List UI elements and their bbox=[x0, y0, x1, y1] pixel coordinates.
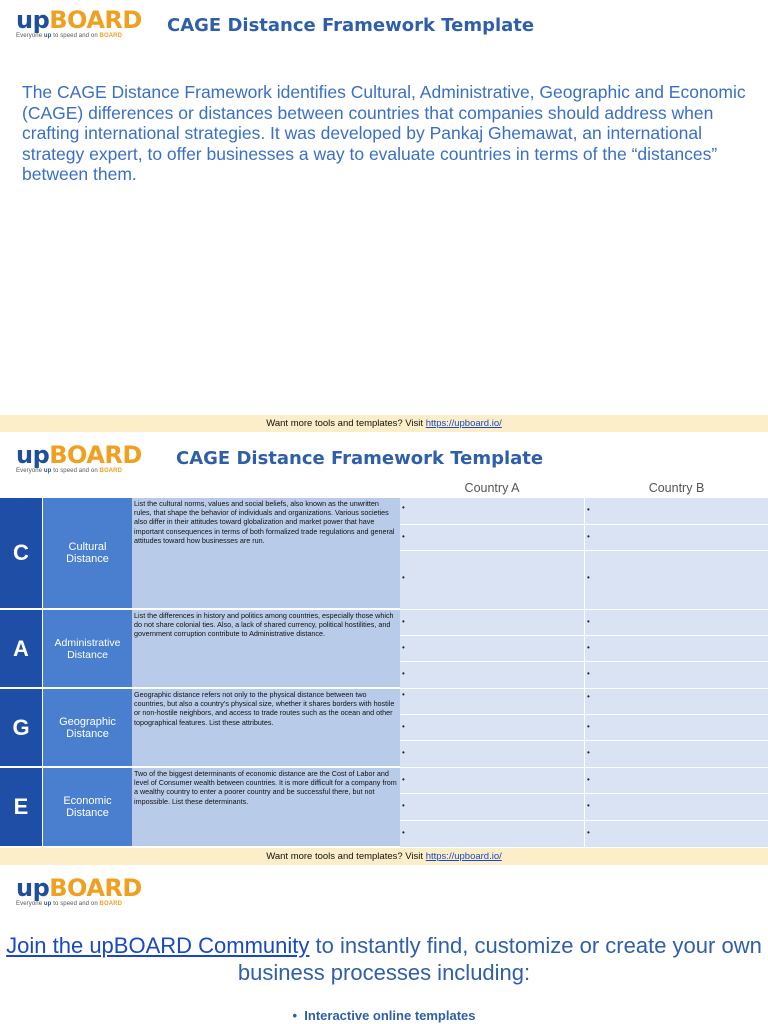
cell-g-a-2[interactable]: • bbox=[400, 715, 584, 741]
cell-e-b-2[interactable]: • bbox=[585, 794, 768, 821]
logo-tagline-3: Everyone up to speed and on BOARD bbox=[16, 901, 123, 907]
logo-board: BOARD bbox=[49, 6, 142, 34]
upboard-logo-3: upBOARD Everyone up to speed and on BOARD bbox=[16, 874, 142, 907]
cell-e-b-3[interactable]: • bbox=[585, 821, 768, 848]
cell-g-b-3[interactable]: • bbox=[585, 741, 768, 768]
row-description-administrative: List the differences in history and politics among countries, especially those which do not share colonial ties. Also, a lack of shared currency, political hostilities, and government corruption contribute to Administrative distance. bbox=[132, 610, 400, 689]
banner-top: Want more tools and templates? Visit https://upboard.io/ bbox=[0, 415, 768, 432]
row-description-geographic: Geographic distance refers not only to the physical distance between two countries, but also a country’s physical size, whether it shares borders with hostile or non-hostile neighbors, and access to trade routes such as the ocean and other topographical features. List these attributes. bbox=[132, 689, 400, 768]
cell-a-a-3[interactable]: • bbox=[400, 662, 584, 689]
cell-a-b-3[interactable]: • bbox=[585, 662, 768, 689]
intro-paragraph: The CAGE Distance Framework identifies Cultural, Administrative, Geographic and Economic (CAGE) differences or distances between countries that companies should address when crafting international strategies. It was developed by Pankaj Ghemawat, an international strategy expert, to offer businesses a way to evaluate countries in terms of the “distances” between them. bbox=[22, 82, 746, 184]
cell-a-a-2[interactable]: • bbox=[400, 636, 584, 662]
banner-link[interactable]: https://upboard.io/ bbox=[425, 418, 502, 429]
community-callout: Join the upBOARD Community to instantly find, customize or create your own business processes including: bbox=[6, 933, 762, 985]
row-description-economic: Two of the biggest determinants of economic distance are the Cost of Labor and level of Consumer wealth between countries. It is more difficult for a company from a wealthy country to enter a poorer country and be successful there, but not impossible. List these determinants. bbox=[132, 768, 400, 848]
cell-e-a-1[interactable]: • bbox=[400, 768, 584, 794]
banner-link-2[interactable]: https://upboard.io/ bbox=[425, 851, 502, 862]
row-letter-c: C bbox=[0, 498, 42, 610]
community-link[interactable]: Join the upBOARD Community bbox=[6, 933, 310, 958]
cell-c-b-1[interactable]: • bbox=[585, 498, 768, 525]
row-category-administrative: Administrative Distance bbox=[43, 610, 132, 689]
column-header-country-a: Country A bbox=[464, 481, 520, 495]
cell-c-b-3[interactable]: • bbox=[585, 551, 768, 610]
cell-e-a-2[interactable]: • bbox=[400, 794, 584, 821]
cell-g-a-1[interactable]: • bbox=[400, 689, 584, 715]
banner-bottom: Want more tools and templates? Visit https://upboard.io/ bbox=[0, 848, 768, 865]
upboard-logo bbox=[16, 8, 142, 39]
cell-g-b-1[interactable]: • bbox=[585, 689, 768, 715]
row-description-cultural: List the cultural norms, values and social beliefs, also known as the unwritten rules, that shape the behavior of individuals and organizations. Various societies also differ in their attitudes toward globalization and market power that have important consequences in terms of both formalized trade regulations and general attitudes toward how businesses are run. bbox=[132, 498, 400, 610]
row-category-cultural: Cultural Distance bbox=[43, 498, 132, 610]
cell-a-b-2[interactable]: • bbox=[585, 636, 768, 662]
row-letter-a: A bbox=[0, 610, 42, 689]
cell-c-a-3[interactable]: • bbox=[400, 551, 584, 610]
cell-g-b-2[interactable]: • bbox=[585, 715, 768, 741]
cell-a-b-1[interactable]: • bbox=[585, 610, 768, 636]
column-header-country-b: Country B bbox=[648, 481, 705, 495]
row-category-economic: Economic Distance bbox=[43, 768, 132, 848]
cell-e-b-1[interactable]: • bbox=[585, 768, 768, 794]
row-letter-e: E bbox=[0, 768, 42, 848]
logo-tagline: Everyone up to speed and on BOARD bbox=[16, 33, 123, 39]
cell-c-a-2[interactable]: • bbox=[400, 525, 584, 551]
logo-tagline-2: Everyone up to speed and on BOARD bbox=[16, 468, 123, 474]
cell-c-b-2[interactable]: • bbox=[585, 525, 768, 551]
cell-g-a-3[interactable]: • bbox=[400, 741, 584, 768]
row-letter-g: G bbox=[0, 689, 42, 768]
cell-a-a-1[interactable]: • bbox=[400, 610, 584, 636]
cell-e-a-3[interactable]: • bbox=[400, 821, 584, 848]
upboard-logo-2: upBOARD Everyone up to speed and on BOARD bbox=[16, 441, 142, 474]
page-title: CAGE Distance Framework Template bbox=[167, 15, 535, 36]
row-category-geographic: Geographic Distance bbox=[43, 689, 132, 768]
logo-up: up bbox=[16, 6, 50, 34]
template-title: CAGE Distance Framework Template bbox=[176, 448, 544, 469]
feature-bullet: • Interactive online templates bbox=[292, 1008, 476, 1023]
cell-c-a-1[interactable]: • bbox=[400, 498, 584, 525]
column-divider bbox=[584, 498, 585, 848]
